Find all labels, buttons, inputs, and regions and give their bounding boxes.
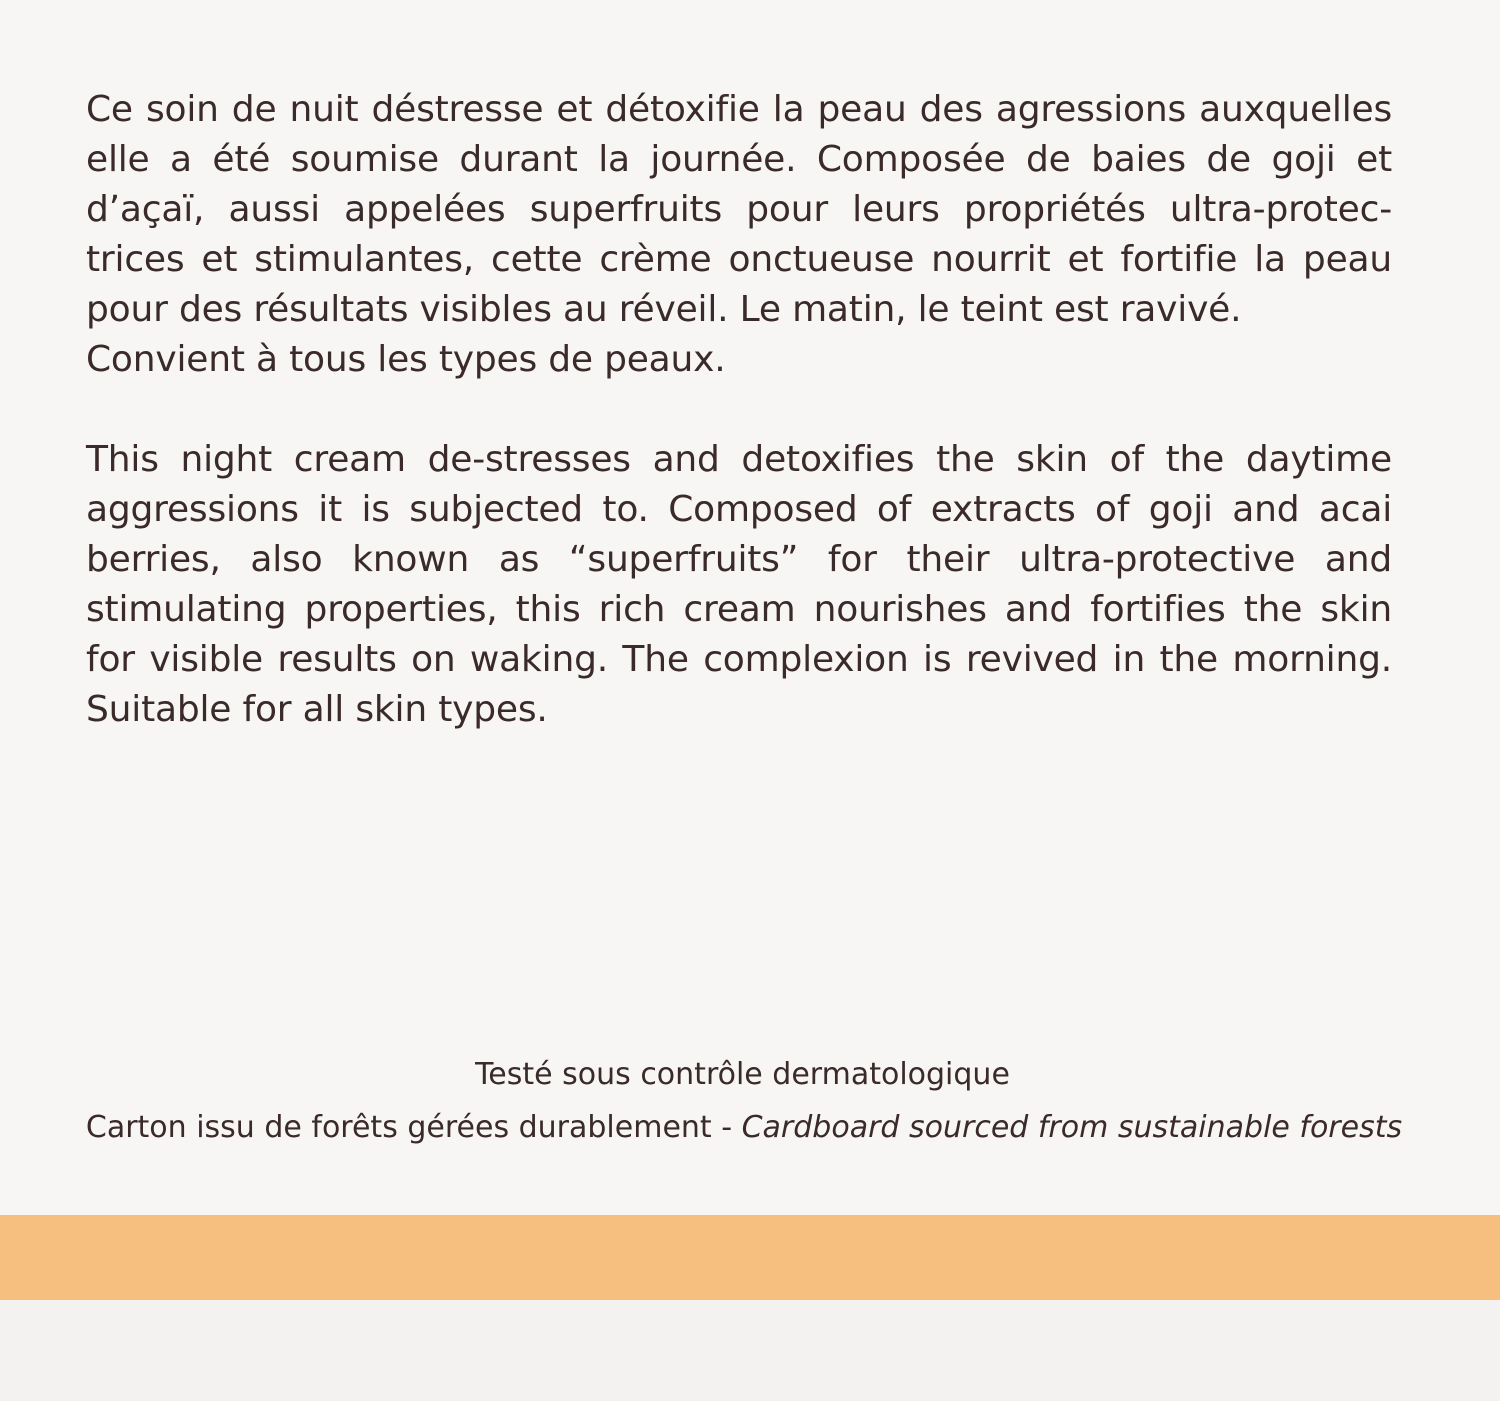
english-description bbox=[86, 435, 1392, 735]
french-description-line: Convient à tous les types de peaux. bbox=[86, 339, 726, 380]
dermatological-test-note: Testé sous contrôle dermatologique bbox=[475, 1057, 1010, 1092]
french-description-line: pour des résultats visibles au réveil. Le matin, le teint est ravivé. bbox=[86, 289, 1242, 330]
french-description-line: trices et stimulantes, cette crème onctueuse nourrit et fortifie la peau bbox=[86, 239, 1392, 280]
french-description-line: d’açaï, aussi appelées superfruits pour leurs propriétés ultra-protec- bbox=[86, 189, 1392, 230]
cardboard-note-english: Cardboard sourced from sustainable forests bbox=[741, 1110, 1403, 1145]
english-description-line: aggressions it is subjected to. Composed of extracts of goji and acai bbox=[86, 489, 1392, 530]
english-description-line: for visible results on waking. The complexion is revived in the morning. bbox=[86, 639, 1392, 680]
french-description bbox=[86, 85, 1392, 385]
cardboard-note-french: Carton issu de forêts gérées durablement - bbox=[85, 1110, 742, 1145]
english-description-line: berries, also known as “superfruits” for their ultra-protective and bbox=[86, 539, 1392, 580]
english-description-line: This night cream de-stresses and detoxifies the skin of the daytime bbox=[86, 439, 1392, 480]
french-description-line: Ce soin de nuit déstresse et détoxifie la peau des agressions auxquelles bbox=[86, 89, 1392, 130]
french-description-line: elle a été soumise durant la journée. Composée de baies de goji et bbox=[86, 139, 1392, 180]
accent-color-band bbox=[0, 1215, 1500, 1300]
bottom-panel bbox=[0, 1300, 1500, 1401]
english-description-line: Suitable for all skin types. bbox=[86, 689, 548, 730]
english-description-line: stimulating properties, this rich cream nourishes and fortifies the skin bbox=[86, 589, 1392, 630]
sustainable-cardboard-note bbox=[0, 1108, 1488, 1148]
